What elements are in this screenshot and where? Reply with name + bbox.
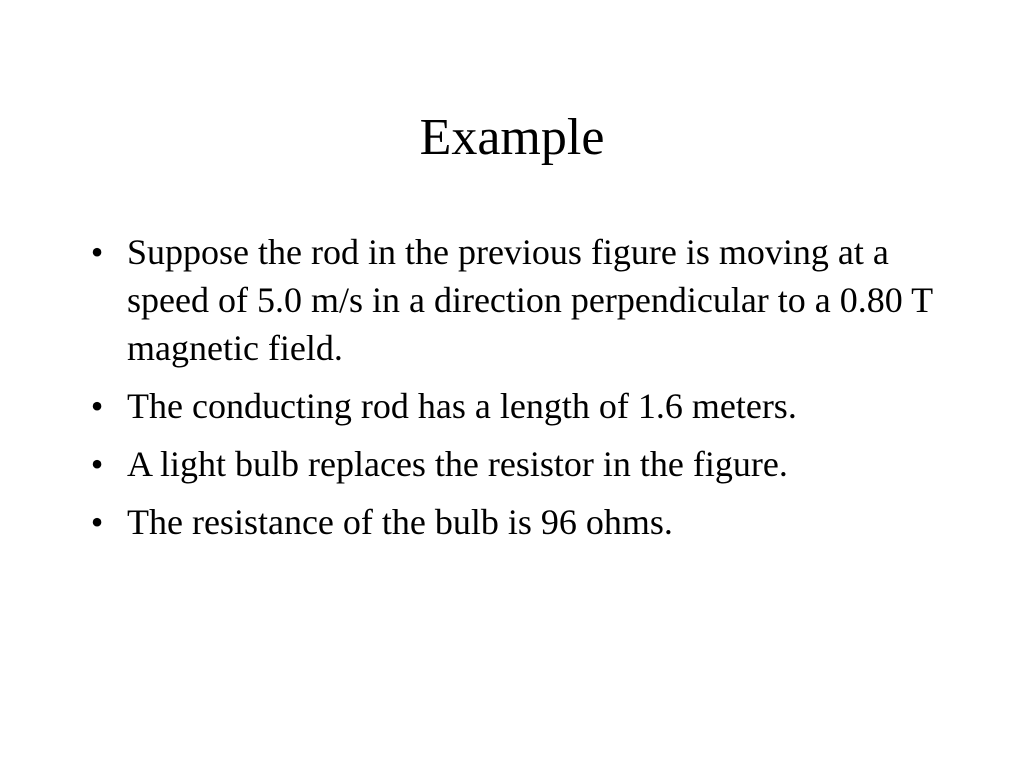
bullet-text: Suppose the rod in the previous figure is moving at a speed of 5.0 m/s in a direction perpendicular to a 0.80 T magnetic field. — [127, 232, 933, 368]
bullet-icon: • — [90, 444, 104, 484]
bullet-text: The resistance of the bulb is 96 ohms. — [127, 502, 673, 542]
bullet-text: The conducting rod has a length of 1.6 meters. — [127, 386, 797, 426]
bullet-icon: • — [90, 502, 104, 542]
bullet-item-bulb-resistance — [82, 498, 962, 546]
slide-title: Example — [419, 109, 605, 166]
bullet-item-rod-length — [82, 382, 962, 430]
bullet-text: A light bulb replaces the resistor in the figure. — [127, 444, 788, 484]
bullet-item-light-bulb — [82, 440, 962, 488]
bullet-item-rod-speed — [82, 228, 962, 372]
bullet-icon: • — [90, 232, 104, 272]
bullet-list — [82, 228, 962, 556]
bullet-icon: • — [90, 386, 104, 426]
